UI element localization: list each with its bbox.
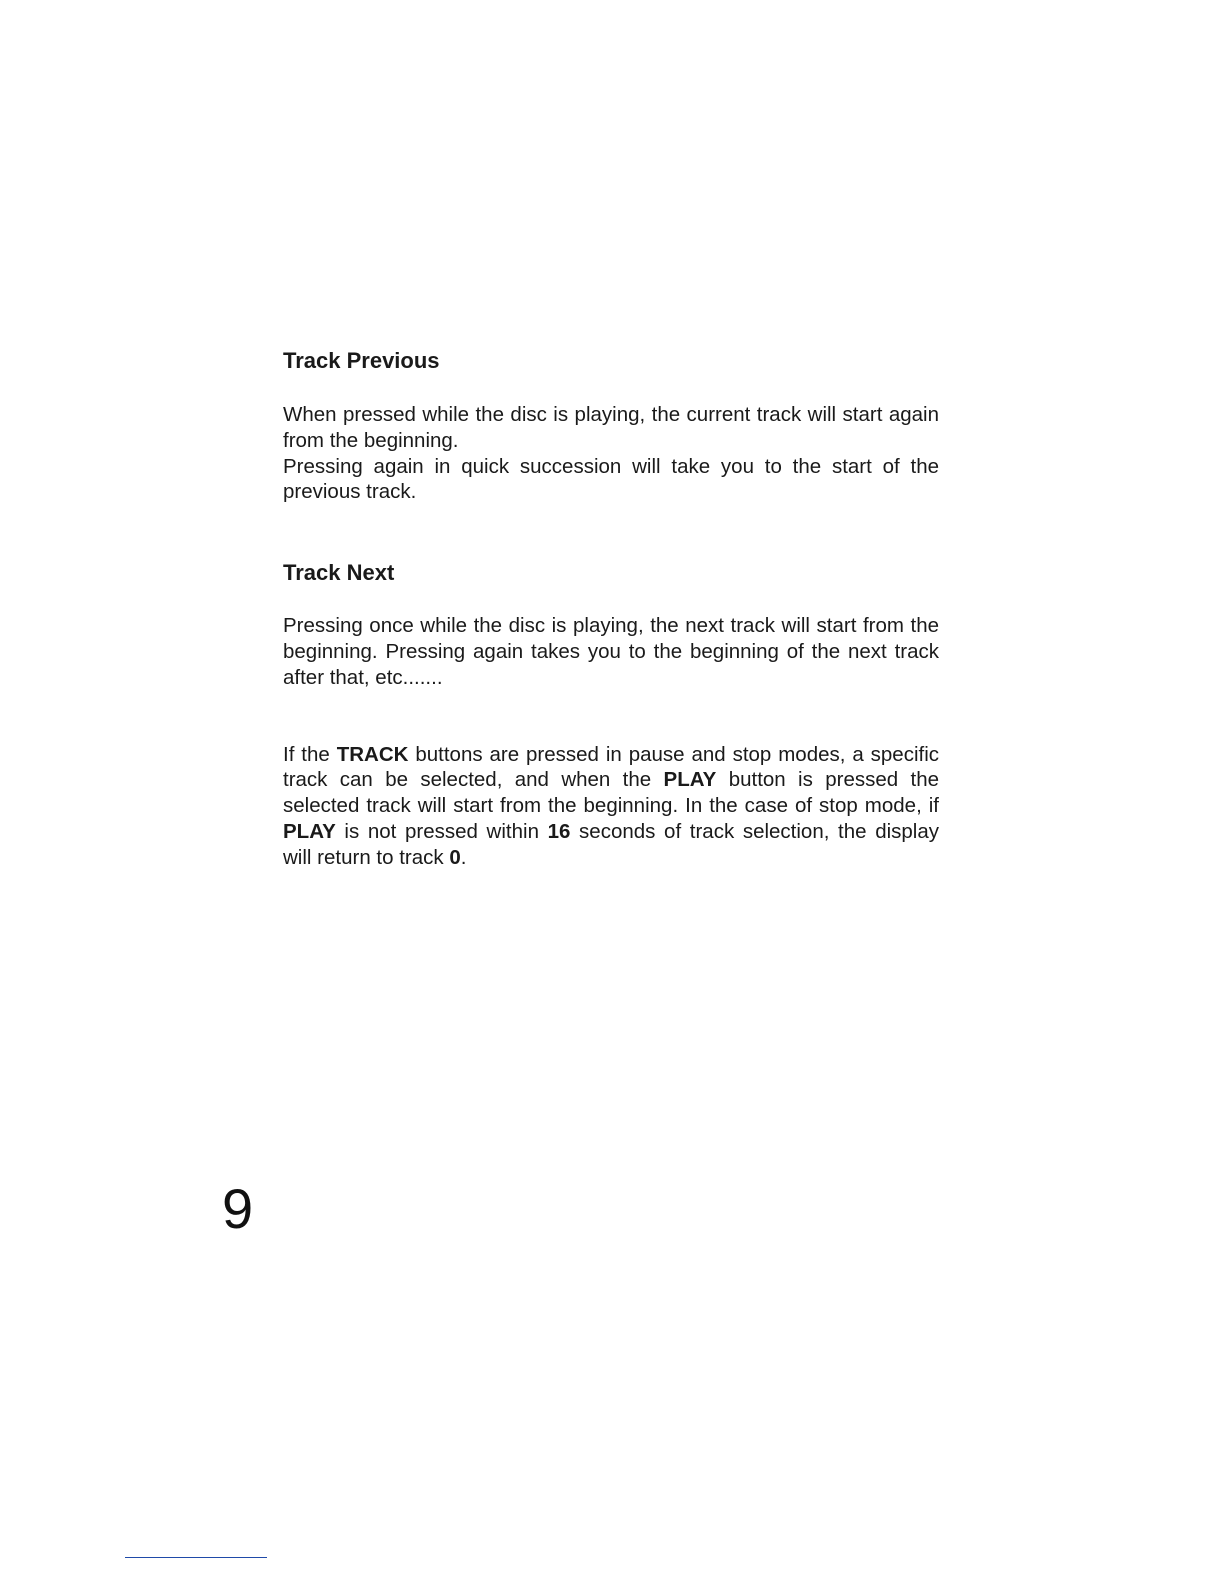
track-previous-line-1: When pressed while the disc is playing, the current track will start again from the beginning.	[283, 403, 939, 452]
track-note-text-3: button is pressed the selected track will start from the beginning. In the case of stop mode, if	[283, 768, 940, 818]
track-note-bold-track: TRACK	[336, 742, 409, 766]
footnote-divider	[125, 1557, 267, 1558]
track-note-text-2: buttons are pressed in pause and stop modes, a specific track can be selected, and when the	[283, 742, 940, 792]
track-next-text: Pressing once while the disc is playing, the next track will start from the beginning. Pressing again takes you to the beginning of the next track after that, etc.......	[283, 614, 939, 689]
track-note-text-4: is not pressed within	[335, 819, 548, 843]
track-note-text-5: seconds of track selection, the display will return to track	[283, 819, 940, 869]
track-note-text-6: .	[460, 845, 467, 869]
paragraph-track-previous	[283, 402, 939, 505]
track-note-bold-zero: 0	[449, 845, 461, 869]
track-note-bold-play: PLAY	[663, 768, 717, 792]
content-column	[283, 346, 939, 871]
page-number: 9	[222, 1177, 254, 1240]
track-note-bold-play-2: PLAY	[283, 819, 336, 843]
track-note-bold-seconds: 16	[547, 819, 571, 843]
heading-track-previous: Track Previous	[283, 348, 440, 373]
heading-track-next: Track Next	[283, 560, 395, 586]
paragraph-track-buttons	[283, 742, 939, 871]
track-note-text-1: If the	[283, 742, 337, 766]
track-previous-line-2: Pressing again in quick succession will take you to the start of the previous track.	[283, 454, 939, 504]
paragraph-track-next	[283, 613, 939, 690]
